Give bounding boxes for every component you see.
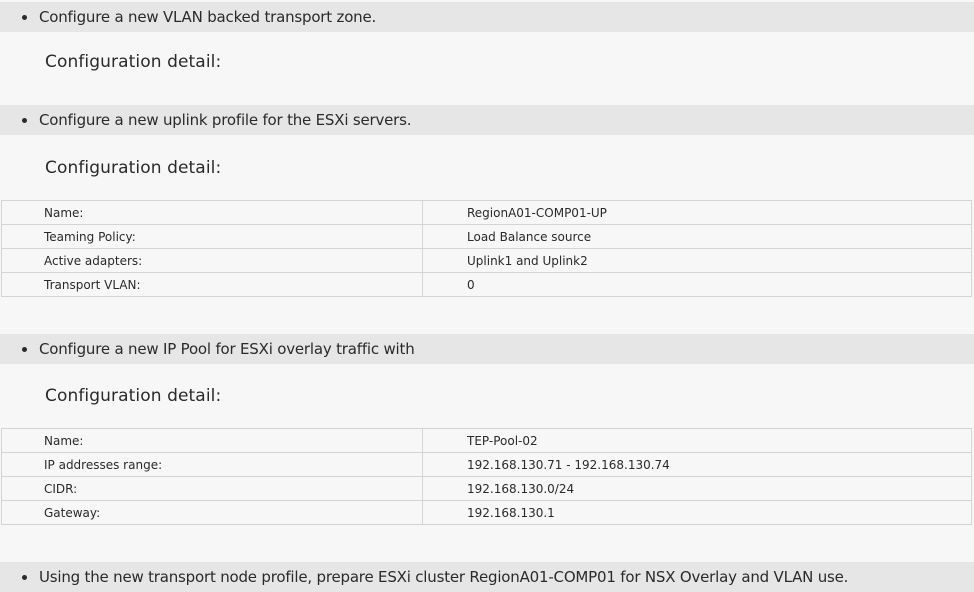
table-value: 0 — [423, 273, 972, 297]
table-row — [2, 453, 972, 477]
table-row — [2, 225, 972, 249]
ip-pool-table — [1, 428, 972, 525]
configuration-detail-heading: Configuration detail: — [45, 386, 222, 406]
table-value: Load Balance source — [423, 225, 972, 249]
task-bullet-3 — [0, 334, 974, 364]
bullet-icon — [22, 575, 27, 580]
task-bullet-1 — [0, 2, 974, 32]
configuration-detail-heading: Configuration detail: — [45, 158, 222, 178]
table-row — [2, 249, 972, 273]
uplink-profile-table — [1, 200, 972, 297]
table-value: 192.168.130.0/24 — [423, 477, 972, 501]
task-text: Configure a new IP Pool for ESXi overlay traffic with — [39, 340, 415, 358]
table-value: Uplink1 and Uplink2 — [423, 249, 972, 273]
table-key: CIDR: — [2, 477, 423, 501]
table-key: Name: — [2, 429, 423, 453]
table-value: RegionA01-COMP01-UP — [423, 201, 972, 225]
table-key: Transport VLAN: — [2, 273, 423, 297]
table-value: TEP-Pool-02 — [423, 429, 972, 453]
table-row — [2, 429, 972, 453]
table-row — [2, 273, 972, 297]
task-bullet-4 — [0, 562, 974, 592]
table-key: Gateway: — [2, 501, 423, 525]
bullet-icon — [22, 118, 27, 123]
configuration-detail-heading: Configuration detail: — [45, 52, 222, 72]
table-key: IP addresses range: — [2, 453, 423, 477]
table-row — [2, 477, 972, 501]
task-bullet-2 — [0, 105, 974, 135]
task-text: Configure a new VLAN backed transport zone. — [39, 8, 377, 26]
task-text: Using the new transport node profile, prepare ESXi cluster RegionA01-COMP01 for NSX Overlay and VLAN use. — [39, 568, 849, 586]
table-row — [2, 501, 972, 525]
table-value: 192.168.130.71 - 192.168.130.74 — [423, 453, 972, 477]
task-text: Configure a new uplink profile for the ESXi servers. — [39, 111, 412, 129]
table-value: 192.168.130.1 — [423, 501, 972, 525]
table-key: Active adapters: — [2, 249, 423, 273]
bullet-icon — [22, 347, 27, 352]
bullet-icon — [22, 15, 27, 20]
table-row — [2, 201, 972, 225]
table-key: Teaming Policy: — [2, 225, 423, 249]
table-key: Name: — [2, 201, 423, 225]
